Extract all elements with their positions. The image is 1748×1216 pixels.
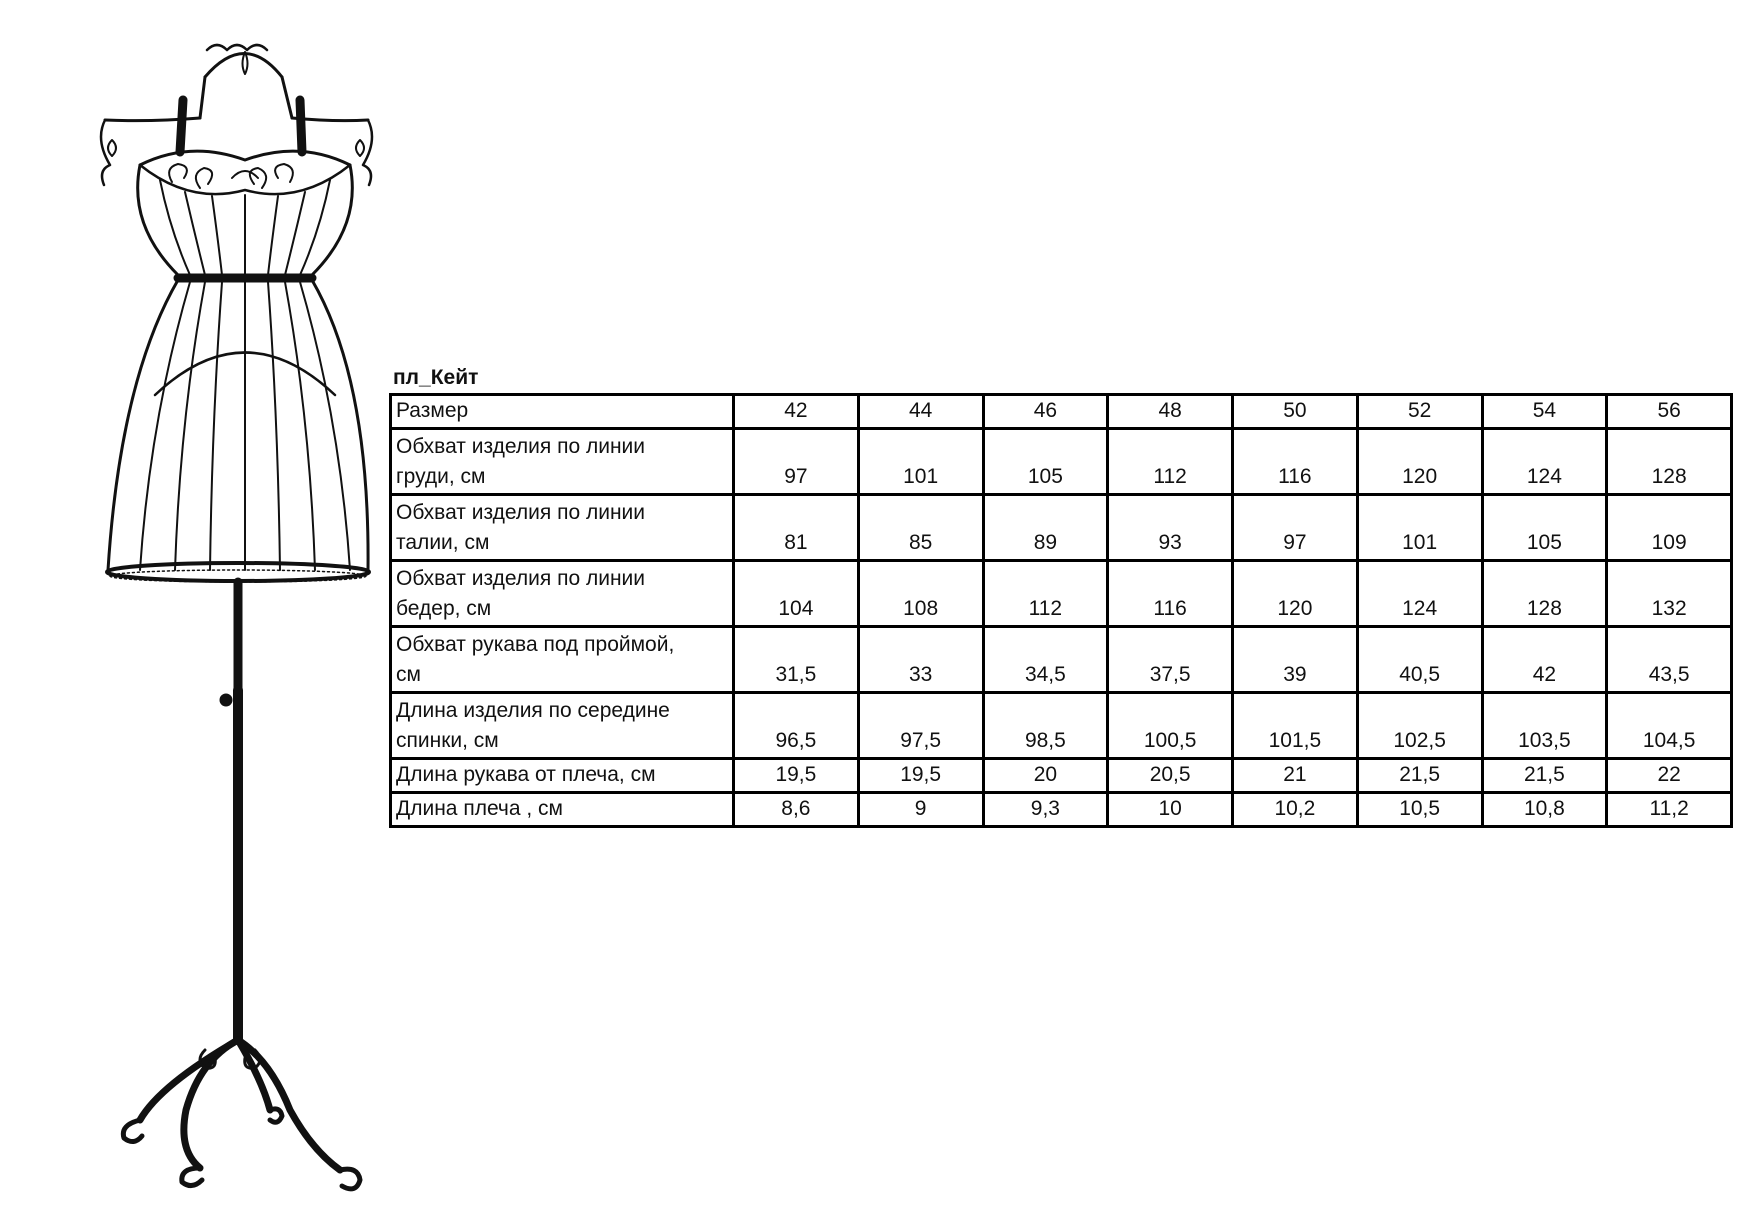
table-cell: 39 <box>1233 627 1358 693</box>
table-cell: 132 <box>1607 561 1732 627</box>
table-cell: 43,5 <box>1607 627 1732 693</box>
table-cell: 98,5 <box>983 693 1108 759</box>
sleeve-length-row <box>391 759 1732 793</box>
table-cell: 10,8 <box>1482 793 1607 827</box>
table-cell: 120 <box>1233 561 1358 627</box>
size-header-cell: 46 <box>983 395 1108 429</box>
table-cell: 89 <box>983 495 1108 561</box>
shoulder-length-row <box>391 793 1732 827</box>
size-header-row <box>391 395 1732 429</box>
table-cell: 10 <box>1108 793 1233 827</box>
waist-circumference-row <box>391 495 1732 561</box>
table-cell: 97 <box>734 429 859 495</box>
table-cell: 81 <box>734 495 859 561</box>
table-cell: 124 <box>1357 561 1482 627</box>
size-header-cell: 52 <box>1357 395 1482 429</box>
table-cell: 128 <box>1482 561 1607 627</box>
table-cell: 104,5 <box>1607 693 1732 759</box>
table-cell: 101 <box>1357 495 1482 561</box>
size-header-cell: 54 <box>1482 395 1607 429</box>
table-cell: 112 <box>1108 429 1233 495</box>
row-label: Длина плеча , см <box>391 793 734 827</box>
table-cell: 37,5 <box>1108 627 1233 693</box>
row-label: Обхват рукава под проймой, см <box>391 627 734 693</box>
table-cell: 120 <box>1357 429 1482 495</box>
table-cell: 19,5 <box>734 759 859 793</box>
table-cell: 97,5 <box>858 693 983 759</box>
dress-form-mannequin-icon <box>95 40 395 1210</box>
chest-circumference-row <box>391 429 1732 495</box>
table-cell: 20,5 <box>1108 759 1233 793</box>
table-cell: 103,5 <box>1482 693 1607 759</box>
table-cell: 40,5 <box>1357 627 1482 693</box>
table-cell: 85 <box>858 495 983 561</box>
size-header-cell: 42 <box>734 395 859 429</box>
size-header-cell: 50 <box>1233 395 1358 429</box>
table-cell: 10,5 <box>1357 793 1482 827</box>
size-header-cell: 48 <box>1108 395 1233 429</box>
row-label: Обхват изделия по линии талии, см <box>391 495 734 561</box>
table-cell: 9 <box>858 793 983 827</box>
table-cell: 116 <box>1108 561 1233 627</box>
table-cell: 97 <box>1233 495 1358 561</box>
row-label: Длина рукава от плеча, см <box>391 759 734 793</box>
size-header-cell: 56 <box>1607 395 1732 429</box>
back-length-row <box>391 693 1732 759</box>
table-cell: 10,2 <box>1233 793 1358 827</box>
table-cell: 9,3 <box>983 793 1108 827</box>
table-cell: 109 <box>1607 495 1732 561</box>
table-cell: 108 <box>858 561 983 627</box>
sleeve-circumference-row <box>391 627 1732 693</box>
row-label: Обхват изделия по линии бедер, см <box>391 561 734 627</box>
size-chart-title: пл_Кейт <box>393 366 479 389</box>
row-label: Обхват изделия по линии груди, см <box>391 429 734 495</box>
table-cell: 22 <box>1607 759 1732 793</box>
table-cell: 34,5 <box>983 627 1108 693</box>
table-cell: 33 <box>858 627 983 693</box>
table-cell: 31,5 <box>734 627 859 693</box>
table-cell: 8,6 <box>734 793 859 827</box>
table-cell: 19,5 <box>858 759 983 793</box>
table-cell: 101,5 <box>1233 693 1358 759</box>
size-table <box>389 393 1733 828</box>
size-header-label: Размер <box>391 395 734 429</box>
table-cell: 104 <box>734 561 859 627</box>
table-cell: 21,5 <box>1357 759 1482 793</box>
table-cell: 21,5 <box>1482 759 1607 793</box>
row-label: Длина изделия по середине спинки, см <box>391 693 734 759</box>
table-cell: 100,5 <box>1108 693 1233 759</box>
table-cell: 42 <box>1482 627 1607 693</box>
size-header-cell: 44 <box>858 395 983 429</box>
table-cell: 116 <box>1233 429 1358 495</box>
table-cell: 112 <box>983 561 1108 627</box>
table-cell: 124 <box>1482 429 1607 495</box>
table-cell: 105 <box>983 429 1108 495</box>
hip-circumference-row <box>391 561 1732 627</box>
table-cell: 96,5 <box>734 693 859 759</box>
table-cell: 21 <box>1233 759 1358 793</box>
table-cell: 101 <box>858 429 983 495</box>
table-cell: 128 <box>1607 429 1732 495</box>
table-cell: 20 <box>983 759 1108 793</box>
table-cell: 11,2 <box>1607 793 1732 827</box>
table-cell: 105 <box>1482 495 1607 561</box>
table-cell: 102,5 <box>1357 693 1482 759</box>
table-cell: 93 <box>1108 495 1233 561</box>
